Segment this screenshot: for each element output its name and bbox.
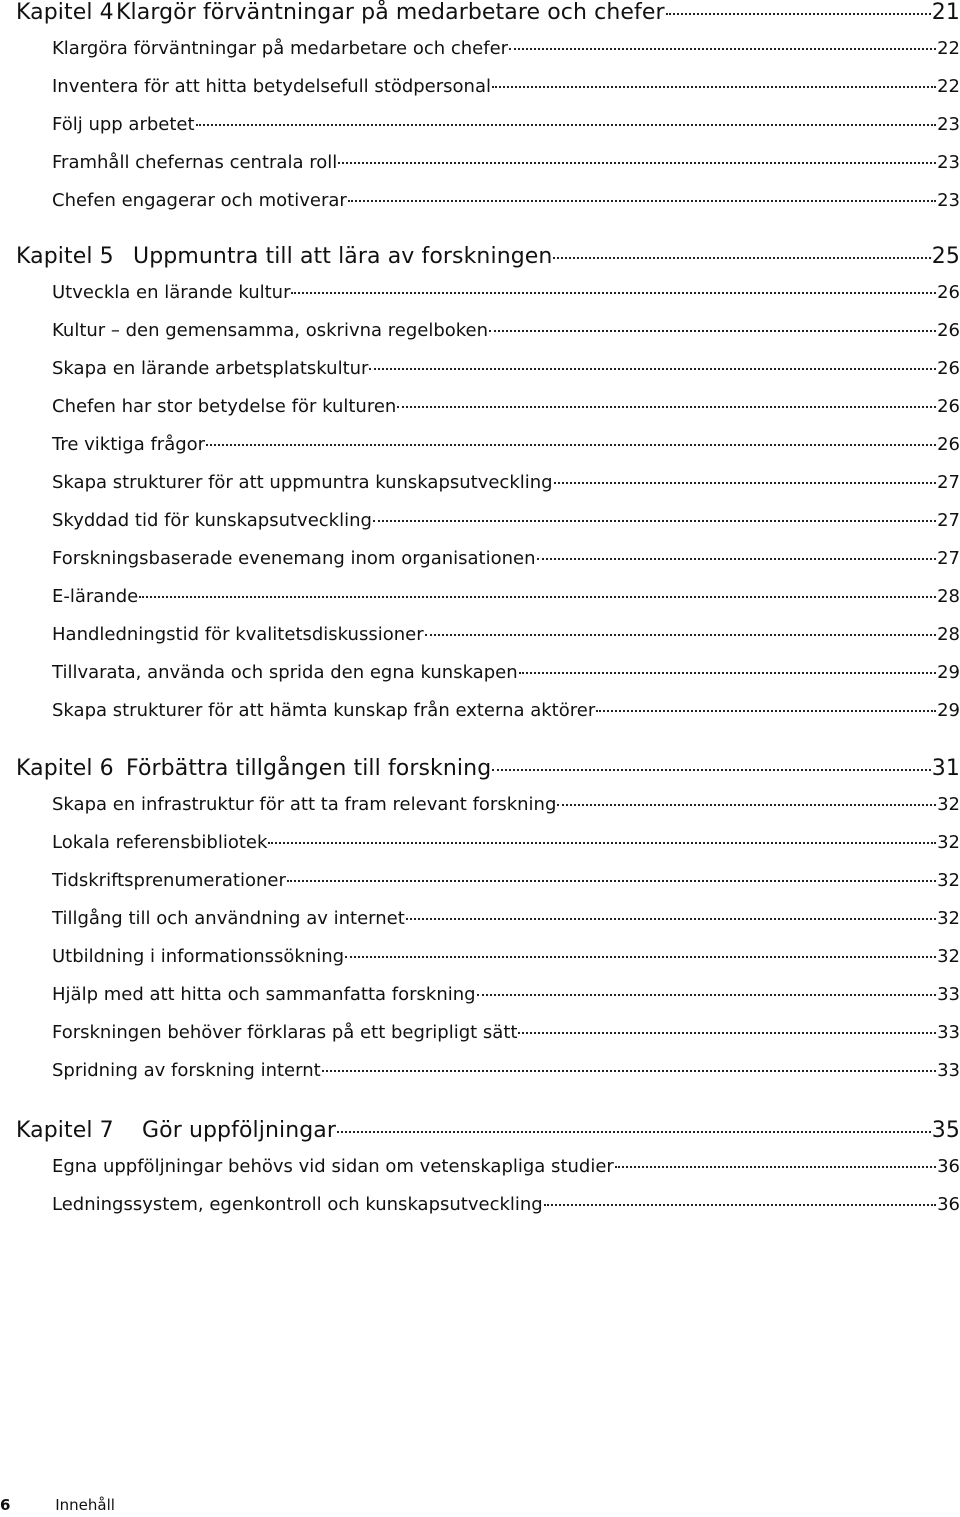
section-title: Chefen engagerar och motiverar [52,190,347,211]
dot-leader [544,1204,936,1206]
toc-section-entry [52,624,960,645]
toc-section-entry [52,434,960,455]
toc-section-entry [52,662,960,683]
dot-leader [139,596,936,598]
section-title: Chefen har stor betydelse för kulturen [52,396,397,417]
section-title: Tre viktiga frågor [52,434,206,455]
toc-section-entry [52,282,960,303]
dot-leader [554,482,937,484]
section-title: Ledningssystem, egenkontroll och kunskapsutveckling [52,1194,543,1215]
page-number: 31 [931,756,960,781]
page-number: 36 [937,1156,960,1177]
toc-chapter-entry [16,1118,960,1143]
dot-leader [345,956,936,958]
dot-leader [518,1032,936,1034]
section-title: Tidskriftsprenumerationer [52,870,286,891]
page-number: 25 [931,244,960,269]
chapter-title: Klargör förväntningar på medarbetare och chefer [116,0,665,25]
dot-leader [287,880,936,882]
section-title: Lokala referensbibliotek [52,832,268,853]
chapter-number: Kapitel 7 [16,1118,114,1143]
page-number: 23 [937,190,960,211]
page-number: 21 [931,0,960,25]
dot-leader [337,1131,931,1133]
page-number: 29 [937,700,960,721]
chapter-number: Kapitel 5 [16,244,114,269]
toc-section-entry [52,114,960,135]
chapter-title: Uppmuntra till att lära av forskningen [133,244,553,269]
section-title: Skyddad tid för kunskapsutveckling [52,510,372,531]
page-number: 27 [937,548,960,569]
page-number: 26 [937,320,960,341]
toc-section-entry [52,38,960,59]
toc-section-entry [52,832,960,853]
toc-section-entry [52,1156,960,1177]
dot-leader [537,558,937,560]
page-number: 32 [937,794,960,815]
footer-section-label: Innehåll [55,1496,115,1514]
toc-chapter-entry [16,244,960,269]
toc-section-entry [52,152,960,173]
page-number: 26 [937,434,960,455]
section-title: E-lärande [52,586,139,607]
page-number: 28 [937,586,960,607]
page-number: 23 [937,152,960,173]
page-number: 32 [937,832,960,853]
toc-section-entry [52,586,960,607]
toc-section-entry [52,358,960,379]
toc-section-entry [52,472,960,493]
toc-section-entry [52,1060,960,1081]
toc-section-entry [52,190,960,211]
section-title: Kultur – den gemensamma, oskrivna regelboken [52,320,489,341]
page-number: 36 [937,1194,960,1215]
toc-chapter-entry [16,756,960,781]
page-number: 32 [937,946,960,967]
dot-leader [397,406,936,408]
section-title: Utveckla en lärande kultur [52,282,291,303]
dot-leader [373,520,936,522]
dot-leader [553,257,930,259]
page-number: 22 [937,38,960,59]
dot-leader [489,330,936,332]
toc-section-entry [52,908,960,929]
section-title: Handledningstid för kvalitetsdiskussioner [52,624,424,645]
dot-leader [519,672,936,674]
dot-leader [206,444,936,446]
section-title: Spridning av forskning internt [52,1060,321,1081]
dot-leader [615,1166,936,1168]
dot-leader [596,710,936,712]
footer-page-number: 6 [0,1496,11,1514]
page-number: 32 [937,870,960,891]
section-title: Framhåll chefernas centrala roll [52,152,338,173]
chapter-title: Gör uppföljningar [142,1118,337,1143]
page-number: 23 [937,114,960,135]
section-title: Forskningsbaserade evenemang inom organisationen [52,548,536,569]
section-title: Inventera för att hitta betydelsefull stödpersonal [52,76,491,97]
toc-section-entry [52,396,960,417]
chapter-number: Kapitel 6 [16,756,114,781]
toc-section-entry [52,1022,960,1043]
section-title: Tillgång till och användning av internet [52,908,405,929]
section-title: Egna uppföljningar behövs vid sidan om vetenskapliga studier [52,1156,614,1177]
page-number: 26 [937,282,960,303]
section-title: Skapa en lärande arbetsplatskultur [52,358,369,379]
toc-section-entry [52,946,960,967]
dot-leader [492,86,936,88]
page-number: 29 [937,662,960,683]
dot-leader [348,200,936,202]
section-title: Klargöra förväntningar på medarbetare och chefer [52,38,509,59]
toc-section-entry [52,984,960,1005]
toc-section-entry [52,548,960,569]
toc-section-entry [52,1194,960,1215]
page-number: 33 [937,984,960,1005]
toc-section-entry [52,320,960,341]
toc-section-entry [52,510,960,531]
page-number: 26 [937,396,960,417]
toc-section-entry [52,794,960,815]
dot-leader [666,13,931,15]
page-number: 27 [937,472,960,493]
chapter-title: Förbättra tillgången till forskning [126,756,492,781]
section-title: Skapa strukturer för att uppmuntra kunskapsutveckling [52,472,553,493]
page-number: 32 [937,908,960,929]
dot-leader [492,769,931,771]
section-title: Hjälp med att hitta och sammanfatta forskning [52,984,476,1005]
dot-leader [425,634,936,636]
section-title: Skapa strukturer för att hämta kunskap från externa aktörer [52,700,596,721]
dot-leader [406,918,936,920]
dot-leader [338,162,936,164]
section-title: Utbildning i informationssökning [52,946,345,967]
dot-leader [509,48,936,50]
toc-section-entry [52,700,960,721]
dot-leader [196,124,937,126]
dot-leader [557,804,936,806]
page-number: 33 [937,1022,960,1043]
page-number: 35 [931,1118,960,1143]
section-title: Följ upp arbetet [52,114,195,135]
page-number: 22 [937,76,960,97]
dot-leader [369,368,936,370]
toc-section-entry [52,76,960,97]
chapter-number: Kapitel 4 [16,0,114,25]
toc-chapter-entry [16,0,960,25]
page-footer [0,1496,115,1514]
section-title: Tillvarata, använda och sprida den egna kunskapen [52,662,518,683]
dot-leader [477,994,936,996]
page-number: 27 [937,510,960,531]
toc-section-entry [52,870,960,891]
page-number: 28 [937,624,960,645]
dot-leader [268,842,936,844]
dot-leader [291,292,936,294]
dot-leader [322,1070,936,1072]
page-number: 33 [937,1060,960,1081]
page-number: 26 [937,358,960,379]
section-title: Skapa en infrastruktur för att ta fram relevant forskning [52,794,557,815]
section-title: Forskningen behöver förklaras på ett begripligt sätt [52,1022,518,1043]
